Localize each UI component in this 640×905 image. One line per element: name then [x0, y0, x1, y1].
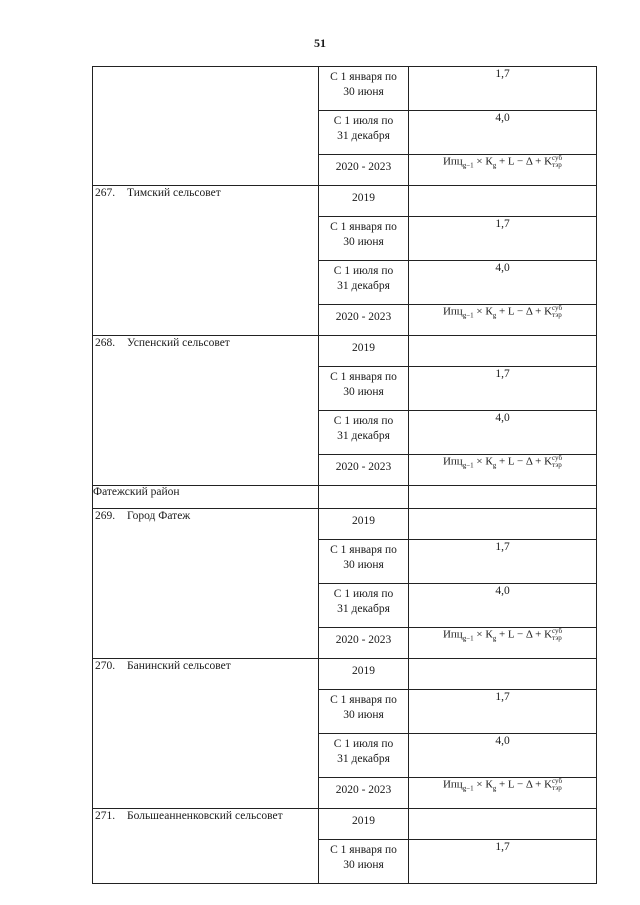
period-cell: С 1 июля по 31 декабря [319, 734, 409, 778]
value-cell: 1,7 [409, 367, 597, 411]
period-cell: С 1 июля по 31 декабря [319, 584, 409, 628]
empty-cell [409, 486, 597, 509]
formula-cell [409, 305, 597, 336]
value-cell: 4,0 [409, 734, 597, 778]
empty-cell [409, 336, 597, 367]
period-cell: С 1 июля по 31 декабря [319, 111, 409, 155]
formula-index: суб тэр [552, 154, 563, 169]
period-cell: 2020 - 2023 [319, 155, 409, 186]
formula-tail: + L − Δ + K [496, 778, 553, 791]
period-cell: С 1 января по 30 июня [319, 67, 409, 111]
formula-sub: g [492, 634, 497, 643]
page-number: 51 [314, 36, 326, 50]
formula-index: суб тэр [552, 777, 563, 792]
formula-cell [409, 455, 597, 486]
formula-sub: g−1 [462, 634, 474, 643]
formula-mid: × К [473, 778, 493, 791]
formula-index: суб тэр [552, 454, 563, 469]
name-cell: 267. Тимский сельсовет [93, 186, 319, 336]
table-row [93, 186, 597, 217]
formula-main: Ипц [442, 155, 463, 168]
empty-cell [409, 659, 597, 690]
table-row [93, 809, 597, 840]
period-cell: 2020 - 2023 [319, 628, 409, 659]
formula-main: Ипц [442, 628, 463, 641]
empty-cell [409, 509, 597, 540]
formula-sub: g [492, 784, 497, 793]
period-cell: С 1 января по 30 июня [319, 690, 409, 734]
formula-mid: × К [473, 455, 493, 468]
formula-sub: g [492, 461, 497, 470]
value-cell: 4,0 [409, 584, 597, 628]
value-cell: 1,7 [409, 540, 597, 584]
period-cell: 2019 [319, 509, 409, 540]
period-cell: С 1 января по 30 июня [319, 367, 409, 411]
formula-index: суб тэр [552, 627, 563, 642]
period-cell: С 1 января по 30 июня [319, 217, 409, 261]
name-cell-continuation [93, 67, 319, 186]
formula-cell [409, 628, 597, 659]
formula-cell [409, 155, 597, 186]
value-cell: 4,0 [409, 261, 597, 305]
formula-sub: g−1 [462, 461, 474, 470]
formula-main: Ипц [442, 305, 463, 318]
formula-tail: + L − Δ + K [496, 455, 553, 468]
period-cell: С 1 июля по 31 декабря [319, 261, 409, 305]
formula-sub: g−1 [462, 311, 474, 320]
formula-mid: × К [473, 155, 493, 168]
formula-sub: g [492, 311, 497, 320]
empty-cell [319, 486, 409, 509]
period-cell: 2020 - 2023 [319, 455, 409, 486]
period-cell: С 1 января по 30 июня [319, 540, 409, 584]
district-heading: Фатежский район [93, 486, 319, 509]
value-cell: 4,0 [409, 111, 597, 155]
name-cell: 271. Большеанненковский сельсовет [93, 809, 319, 884]
formula-main: Ипц [442, 778, 463, 791]
value-cell: 1,7 [409, 217, 597, 261]
table-row [93, 659, 597, 690]
period-cell: 2020 - 2023 [319, 305, 409, 336]
name-cell: 270. Банинский сельсовет [93, 659, 319, 809]
formula-index: суб тэр [552, 304, 563, 319]
tariff-table [92, 66, 597, 884]
empty-cell [409, 809, 597, 840]
formula-sub: g−1 [462, 161, 474, 170]
period-cell: 2019 [319, 659, 409, 690]
value-cell: 1,7 [409, 840, 597, 884]
period-cell: 2019 [319, 809, 409, 840]
period-cell: 2019 [319, 186, 409, 217]
period-cell: 2019 [319, 336, 409, 367]
table-row [93, 336, 597, 367]
period-cell: С 1 июля по 31 декабря [319, 411, 409, 455]
period-cell: С 1 января по 30 июня [319, 840, 409, 884]
formula-sub: g [492, 161, 497, 170]
formula-cell [409, 778, 597, 809]
formula-mid: × К [473, 305, 493, 318]
formula-main: Ипц [442, 455, 463, 468]
formula-tail: + L − Δ + K [496, 628, 553, 641]
name-cell: 268. Успенский сельсовет [93, 336, 319, 486]
formula-tail: + L − Δ + K [496, 155, 553, 168]
table-row [93, 509, 597, 540]
value-cell: 1,7 [409, 690, 597, 734]
formula-sub: g−1 [462, 784, 474, 793]
period-cell: 2020 - 2023 [319, 778, 409, 809]
table-row [93, 486, 597, 509]
value-cell: 4,0 [409, 411, 597, 455]
empty-cell [409, 186, 597, 217]
formula-tail: + L − Δ + K [496, 305, 553, 318]
formula-mid: × К [473, 628, 493, 641]
value-cell: 1,7 [409, 67, 597, 111]
name-cell: 269. Город Фатеж [93, 509, 319, 659]
table-row [93, 67, 597, 111]
